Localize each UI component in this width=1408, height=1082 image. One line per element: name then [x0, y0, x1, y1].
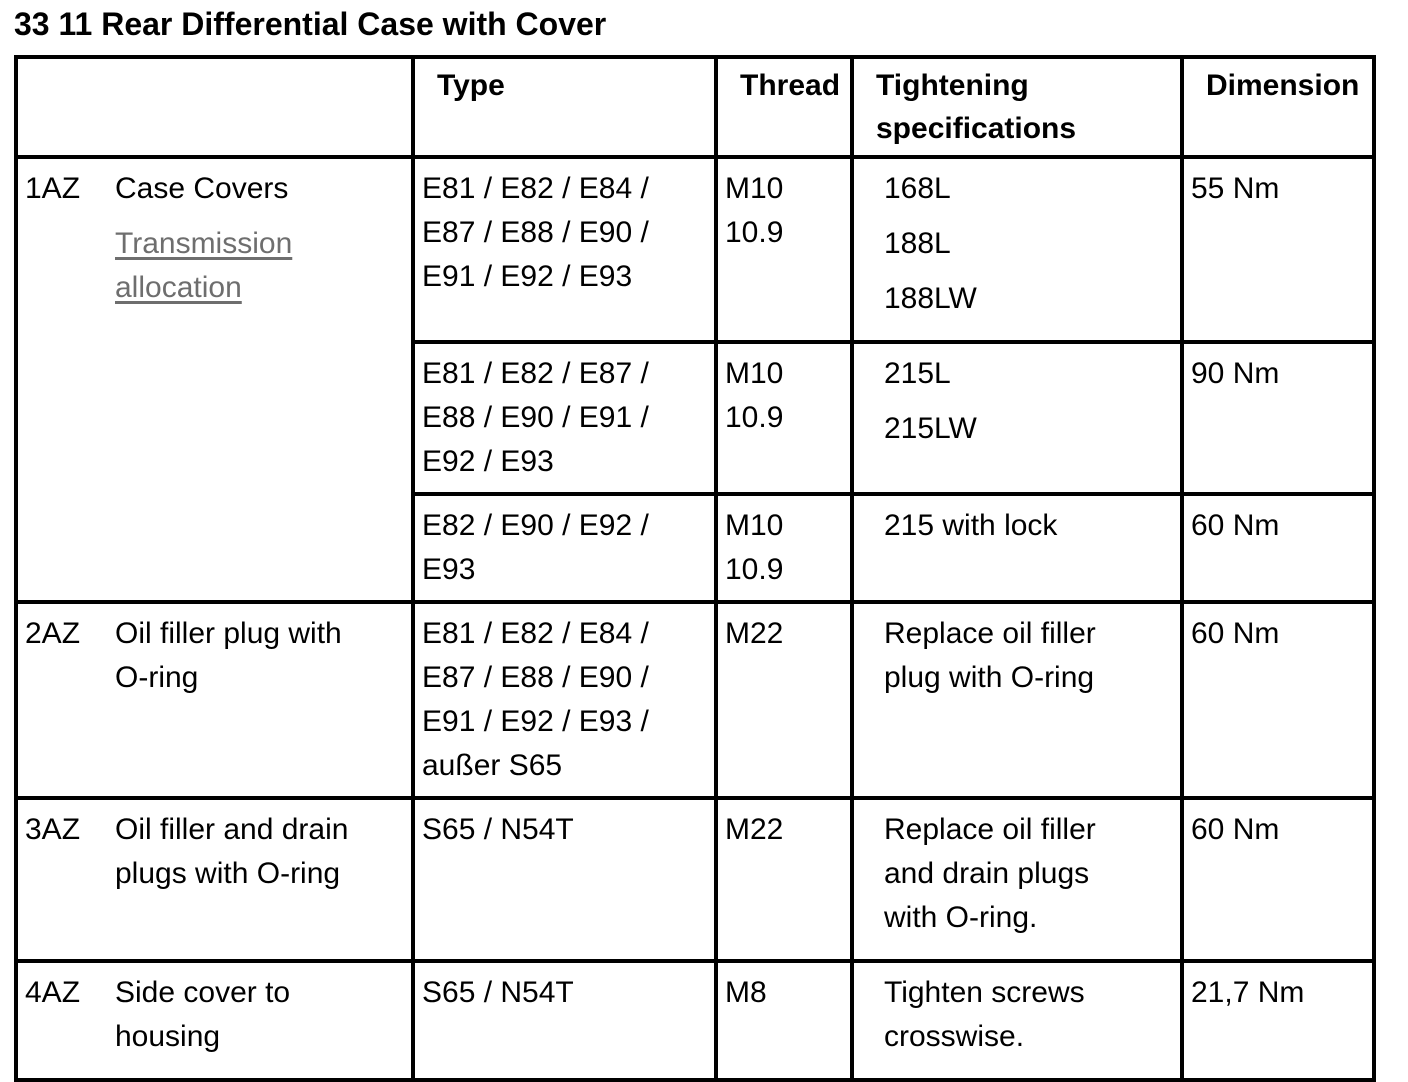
item-code: 2AZ [25, 617, 81, 650]
spec-line: Replace oil filler plug with O-ring [884, 617, 1096, 694]
col-header-dimension: Dimension [1182, 57, 1374, 157]
table-row-1az-sub1 [16, 157, 1374, 342]
item-description: Case Covers [115, 172, 289, 205]
cell-tightening [852, 961, 1182, 1080]
cell-dimension: 60 Nm [1182, 602, 1374, 798]
cell-item-1az [16, 157, 413, 602]
cell-tightening [852, 798, 1182, 961]
cell-type: E81 / E82 / E87 / E88 / E90 / E91 / E92 / E93 [413, 342, 716, 494]
item-code: 3AZ [25, 813, 81, 846]
cell-type: S65 / N54T [413, 961, 716, 1080]
spec-line: 215 with lock [884, 509, 1058, 542]
spec-line: 188L [884, 227, 951, 260]
link-paragraph [115, 222, 377, 310]
cell-type: E81 / E82 / E84 / E87 / E88 / E90 / E91 / E92 / E93 / außer S65 [413, 602, 716, 798]
spec-line: Tighten screws crosswise. [884, 976, 1085, 1053]
cell-thread: M10 10.9 [716, 157, 852, 342]
cell-dimension: 60 Nm [1182, 494, 1374, 602]
item-code: 4AZ [25, 976, 81, 1009]
cell-thread: M8 [716, 961, 852, 1080]
cell-tightening [852, 494, 1182, 602]
item-code: 1AZ [25, 172, 81, 205]
cell-dimension: 21,7 Nm [1182, 961, 1374, 1080]
cell-dimension: 90 Nm [1182, 342, 1374, 494]
header-row [16, 57, 1374, 157]
table-row-2az [16, 602, 1374, 798]
cell-item-3az [16, 798, 413, 961]
item-description: Oil filler plug with O-ring [115, 617, 342, 694]
col-header-type: Type [413, 57, 716, 157]
cell-thread: M22 [716, 602, 852, 798]
col-header-thread: Thread [716, 57, 852, 157]
cell-thread: M22 [716, 798, 852, 961]
col-header-item [16, 57, 413, 157]
spec-line: 215L [884, 357, 951, 390]
cell-dimension: 60 Nm [1182, 798, 1374, 961]
cell-item-2az [16, 602, 413, 798]
cell-tightening [852, 342, 1182, 494]
spec-line: 188LW [884, 282, 977, 315]
cell-thread: M10 10.9 [716, 494, 852, 602]
page-title: 33 11 Rear Differential Case with Cover [14, 6, 607, 42]
spec-line: Replace oil filler and drain plugs with O-ring. [884, 813, 1096, 934]
cell-type: S65 / N54T [413, 798, 716, 961]
transmission-allocation-link[interactable]: Transmission allocation [115, 227, 293, 304]
spec-line: 215LW [884, 412, 977, 445]
table-row-3az [16, 798, 1374, 961]
cell-tightening [852, 157, 1182, 342]
item-description: Side cover to housing [115, 976, 291, 1053]
torque-spec-table [14, 55, 1376, 1082]
item-description: Oil filler and drain plugs with O-ring [115, 813, 349, 890]
spec-line: 168L [884, 172, 951, 205]
cell-thread: M10 10.9 [716, 342, 852, 494]
cell-dimension: 55 Nm [1182, 157, 1374, 342]
cell-type: E82 / E90 / E92 / E93 [413, 494, 716, 602]
cell-type: E81 / E82 / E84 / E87 / E88 / E90 / E91 / E92 / E93 [413, 157, 716, 342]
table-row-4az [16, 961, 1374, 1080]
cell-item-4az [16, 961, 413, 1080]
cell-tightening [852, 602, 1182, 798]
col-header-tightening: Tightening specifications [852, 57, 1182, 157]
